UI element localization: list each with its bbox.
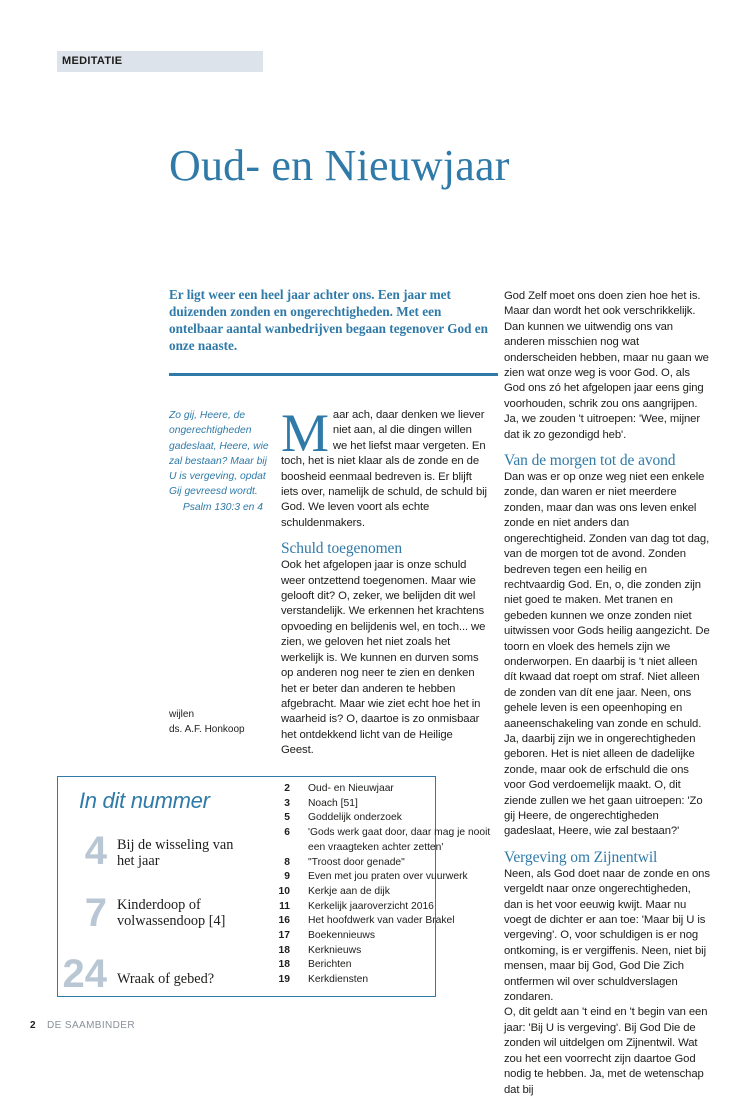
toc-item[interactable] [276, 826, 498, 855]
toc-item-page: 10 [278, 885, 290, 897]
article-paragraph-text: aar ach, daar denken we liever niet aan, al die dingen willen we het liefst maar vergeten. En toch, het is niet klaar als de zonde en de boosheid eenmaal bedreven is. Er blijft iets over, namelijk de schuld, de schuld bij God. We leven voort als echte schuldenmakers. [281, 409, 487, 529]
toc-item[interactable] [276, 944, 516, 959]
quote-reference: Psalm 130:3 en 4 [182, 501, 263, 513]
toc-item[interactable] [276, 885, 516, 900]
toc-item-page: 18 [278, 959, 290, 971]
toc-item-page: 18 [278, 944, 290, 956]
toc-box-border [267, 996, 436, 997]
drop-cap: M [281, 403, 329, 463]
article-paragraph: Ook het afgelopen jaar is onze schuld weer ontzettend toegenomen. Maar wie gelooft dit? O, zeker, we belijden dit wel verstandelijk. We erkennen het krachtens opvoeding en belijdenis wel, en toch... we zien, we geloven het niet zoals het werkelijk is. We kunnen en durven soms op anderen nog neer te zien en denken het er beter dan anderen te hebben afgebracht. Maar wie ziet echt hoe het in waarheid is? O, daartoe is zo onmisbaar het ontdekkend licht van de Heilige Geest. [281, 559, 486, 757]
article-column-2 [504, 289, 710, 1098]
toc-item[interactable] [276, 914, 516, 929]
toc-item[interactable] [276, 811, 516, 826]
footer-magazine-name: DE SAAMBINDER [47, 1020, 135, 1031]
toc-item[interactable] [276, 900, 516, 915]
toc-item[interactable] [276, 782, 516, 797]
toc-item-page: 2 [284, 783, 290, 794]
article-paragraph [281, 403, 487, 531]
toc-item-page: 11 [279, 900, 290, 912]
toc-feature-page: 4 [84, 829, 107, 873]
toc-box-border [267, 776, 436, 777]
author-prefix: wijlen [169, 709, 195, 720]
toc-item-title: Berichten [308, 959, 352, 971]
toc-heading: In dit nummer [79, 788, 210, 813]
toc-item-page: 19 [278, 974, 290, 986]
toc-item-title: Boekennieuws [308, 930, 375, 942]
article-paragraph: Neen, als God doet naar de zonde en ons vergeldt naar onze ongerechtigheden, dan is het voor eeuwig kwijt. Maar nu voegt de dichter er aan toe: 'Maar bij U is vergeving'. O, voor schuldigen is er nog ontkoming, is er vergiffenis. Neen, niet bij mensen, maar bij God, God Die Zich ontfermen wil over schuldverslagen zondaren. [504, 867, 710, 1004]
toc-item-title: "Troost door genade" [308, 856, 405, 868]
toc-feature-title: Bij de wisseling van het jaar [117, 837, 234, 869]
toc-item-title: 'Gods werk gaat door, daar mag je nooit een vraagteken achter zetten' [308, 827, 491, 853]
article-column-1 [281, 403, 487, 759]
author-credit [169, 707, 277, 737]
author-name: ds. A.F. Honkoop [169, 724, 245, 735]
toc-feature-title: Kinderdoop of volwassendoop [4] [117, 897, 226, 929]
subheading-schuld: Schuld toegenomen [281, 540, 402, 558]
page-title: Oud- en Nieuwjaar [169, 141, 510, 190]
toc-feature-page: 24 [62, 952, 107, 996]
article-paragraph: O, dit geldt aan 't eind en 't begin van een jaar: 'Bij U is vergeving'. Bij God Die de zonden wil uitdelgen om Zijnentwil. Wat zou het een voorrecht zijn daartoe God nodig te hebben. Ja, met de wetenschap dat bij [504, 1006, 708, 1096]
toc-item[interactable] [276, 856, 516, 871]
toc-item-title: Oud- en Nieuwjaar [308, 783, 394, 794]
toc-item-page: 17 [278, 930, 290, 942]
toc-item-title: Kerkje aan de dijk [308, 885, 390, 897]
toc-item-title: Het hoofdwerk van vader Brakel [308, 915, 455, 927]
toc-item-title: Kerkdiensten [308, 974, 369, 986]
section-tag: MEDITATIE [57, 51, 263, 72]
article-paragraph: Dan was er op onze weg niet een enkele zonde, dan waren er niet meerdere zonden, maar dan was ons leven enkel zonde en niet anders dan ongerechtigheid. Zonden van dag tot dag, van de morgen tot de avond. Zonden bedreven tegen een heilig en rechtvaardig God. En, o, die zonden zijn niet goed te maken. Met tranen en gebeden kunnen we onze zonden niet uitwissen voor Gods heilig aangezicht. De toorn en vloek des hemels zijn we onderworpen. En daarbij is 't niet alleen dít kwaad dat roept om straf. Niet alleen de zonden van dít ene jaar. Neen, ons gehele leven is een opeenhoping en aaneenschakeling van zonde en schuld. Ja, daarbij zijn we in ongerechtigheden geboren. Het is niet alleen de dadelijke zonde, maar ook de erfschuld die ons voor God verdoemelijk maakt. O, dit ziende zullen we het gaan uitroepen: 'Zo gij Heere, de ongerechtigheden gadeslaat, Heere, wie zal bestaan?' [504, 471, 710, 838]
subheading-vergeving: Vergeving om Zijnentwil [504, 848, 658, 866]
toc-item[interactable] [276, 973, 516, 988]
toc-item-title: Kerknieuws [308, 944, 362, 956]
toc-list [276, 782, 516, 988]
footer-page-number: 2 [30, 1020, 36, 1031]
intro-lead: Er ligt weer een heel jaar achter ons. Een jaar met duizenden zonden en ongerechtigheden. Met een ontelbaar aantal wanbedrijven begaan tegenover God en onze naaste. [169, 287, 488, 353]
toc-item-page: 8 [284, 856, 290, 868]
toc-item-page: 3 [284, 797, 290, 809]
toc-item-page: 16 [278, 915, 290, 927]
toc-item-title: Noach [51] [308, 797, 358, 809]
toc-item-page: 5 [284, 812, 290, 824]
quote-text: Zo gij, Heere, de ongerechtigheden gadeslaat, Heere, wie zal bestaan? Maar bij U is vergeving, opdat Gij gevreesd wordt. [169, 410, 269, 498]
toc-item-title: Goddelijk onderzoek [308, 812, 402, 824]
scripture-quote [169, 408, 277, 515]
toc-item[interactable] [276, 797, 516, 812]
toc-item-page: 9 [284, 871, 290, 883]
toc-item-title: Even met jou praten over vuurwerk [308, 871, 468, 883]
toc-item[interactable] [276, 958, 516, 973]
toc-item-page: 6 [284, 827, 290, 839]
toc-item-title: Kerkelijk jaaroverzicht 2016 [308, 900, 434, 912]
toc-feature-title: Wraak of gebed? [117, 971, 215, 987]
toc-item[interactable] [276, 929, 516, 944]
toc-item[interactable] [276, 870, 516, 885]
article-paragraph: God Zelf moet ons doen zien hoe het is. Maar dan wordt het ook verschrikkelijk. Dan kunnen we uitwendig ons van anderen misschien nog wat onderscheiden hebben, maar nu gaan we zien wat onze weg is voor God. O, als God ons zó het afgelopen jaar eens ging voorhouden, schrik zou ons aangrijpen. Ja, we zouden 't uitroepen: 'Wee, mijner dat ik zo gezondigd heb'. [504, 290, 709, 441]
subheading-morgen-avond: Van de morgen tot de avond [504, 452, 676, 470]
divider-rule [169, 373, 498, 376]
toc-feature-page: 7 [84, 891, 107, 935]
